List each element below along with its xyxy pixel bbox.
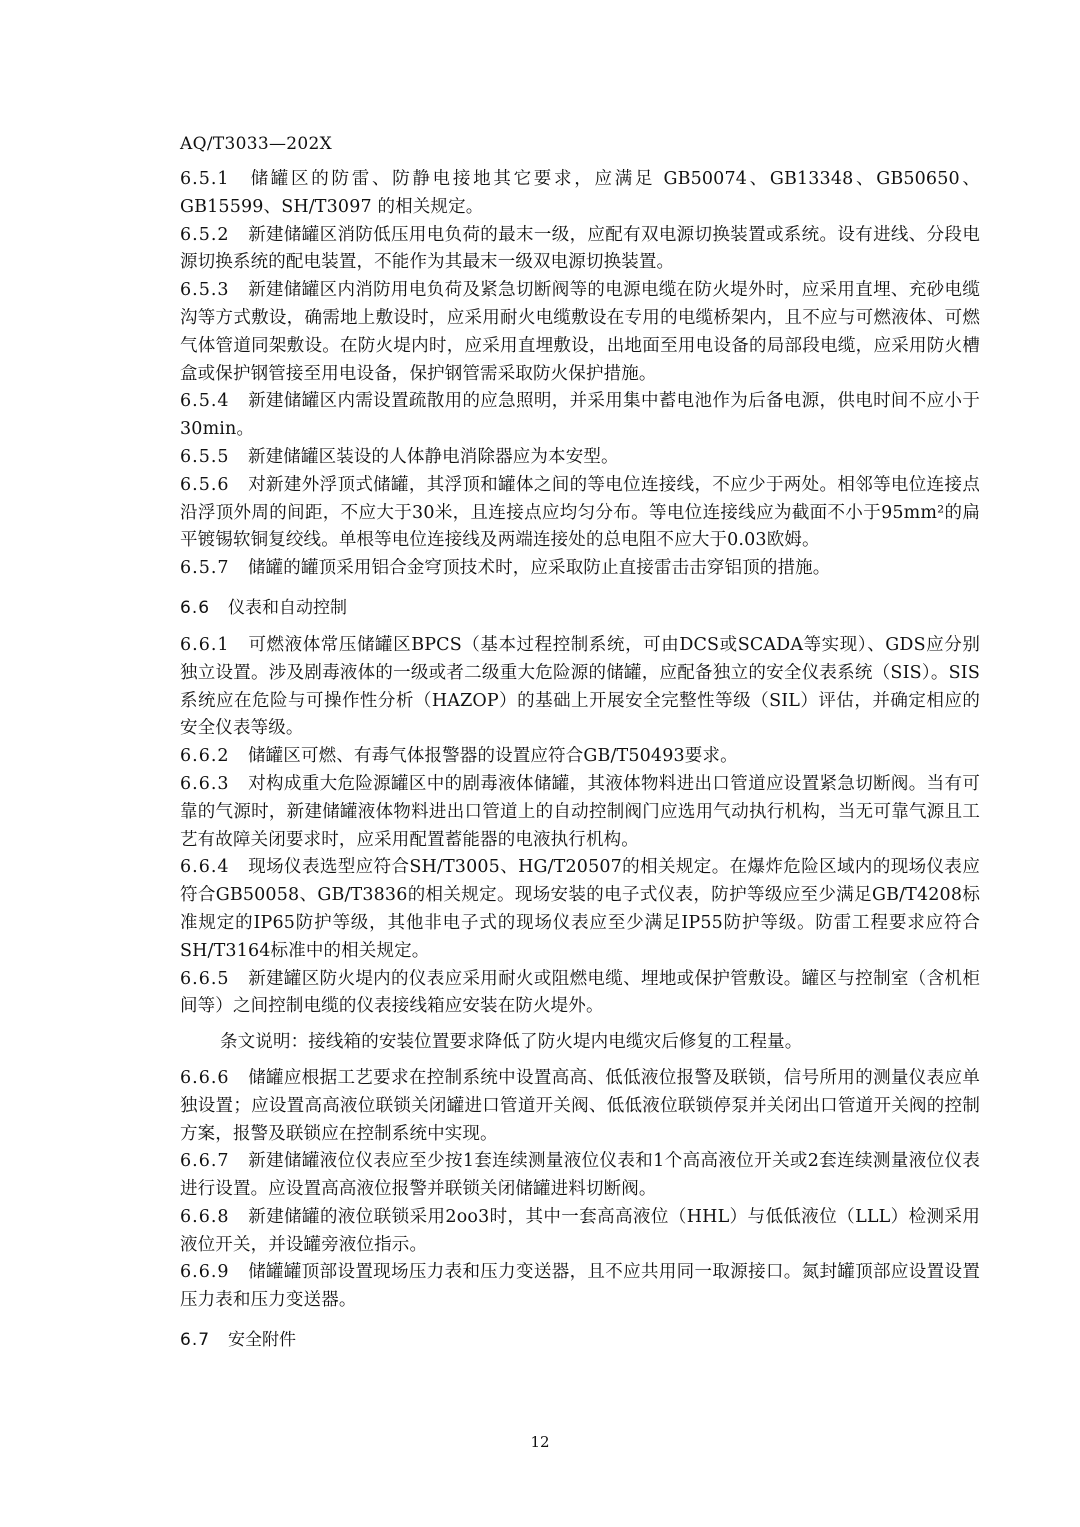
clause-number: 6.5.4: [180, 391, 230, 412]
clause-number: 6.5.5: [180, 446, 230, 467]
clause-number: 6.6.9: [180, 1262, 230, 1283]
clause-6-5-6: [180, 472, 980, 555]
clause-number: 6.5.3: [180, 280, 230, 301]
clause-text: 储罐应根据工艺要求在控制系统中设置高高、低低液位报警及联锁，信号所用的测量仪表应单独设置；应设置高高液位联锁关闭罐进口管道开关阀、低低液位联锁停泵并关闭出口管道开关阀的控制方案，报警及联锁应在控制系统中实现。: [180, 1067, 980, 1144]
document-code-header: AQ/T3033—202X: [180, 134, 332, 154]
clause-number: 6.5.1: [180, 169, 230, 189]
clause-number: 6.6.6: [180, 1067, 230, 1088]
clause-text: 储罐罐顶部设置现场压力表和压力变送器，且不应共用同一取源接口。氮封罐顶部应设置设置压力表和压力变送器。: [180, 1262, 980, 1311]
clause-text: 新建储罐区装设的人体静电消除器应为本安型。: [248, 446, 619, 467]
page-number: 12: [530, 1433, 550, 1451]
clause-text: 储罐的罐顶采用铝合金穹顶技术时，应采取防止直接雷击击穿铝顶的措施。: [248, 558, 831, 579]
section-heading-6-6: [180, 595, 980, 622]
clause-6-5-1: [180, 166, 980, 222]
clause-text: 对新建外浮顶式储罐，其浮顶和罐体之间的等电位连接线，不应少于两处。相邻等电位连接点沿浮顶外周的间距，不应大于30米，且连接点应均匀分布。等电位连接线应为截面不小于95mm²的扁平镀锡软铜复绞线。单根等电位连接线及两端连接处的总电阻不应大于0.03欧姆。: [180, 474, 980, 551]
clause-number: 6.6.7: [180, 1151, 230, 1172]
clause-text: 对构成重大危险源罐区中的剧毒液体储罐，其液体物料进出口管道应设置紧急切断阀。当有可靠的气源时，新建储罐液体物料进出口管道上的自动控制阀门应选用气动执行机构，当无可靠气源且工艺有故障关闭要求时，应采用配置蓄能器的电液执行机构。: [180, 773, 980, 850]
clause-6-6-4: [180, 854, 980, 965]
section-heading-6-7: [180, 1327, 980, 1354]
clause-number: 6.5.2: [180, 224, 230, 245]
clause-6-5-7: [180, 555, 980, 583]
clause-6-5-2: [180, 222, 980, 278]
clause-number: 6.6.8: [180, 1206, 230, 1227]
clause-6-6-9: [180, 1259, 980, 1315]
clause-6-6-6: [180, 1065, 980, 1148]
clause-text: 现场仪表选型应符合SH/T3005、HG/T20507的相关规定。在爆炸危险区域内的现场仪表应符合GB50058、GB/T3836的相关规定。现场安装的电子式仪表，防护等级应至少满足GB/T4208标准规定的IP65防护等级，其他非电子式的现场仪表应至少满足IP55防护等级。防雷工程要求应符合SH/T3164标准中的相关规定。: [180, 857, 980, 961]
clause-number: 6.5.7: [180, 558, 230, 579]
clause-number: 6.6.4: [180, 857, 230, 878]
clause-text: 储罐区的防雷、防静电接地其它要求，应满足 GB50074、GB13348、GB50650、GB15599、SH/T3097 的相关规定。: [180, 169, 980, 217]
section-title: 安全附件: [228, 1330, 296, 1351]
clause-text: 储罐区可燃、有毒气体报警器的设置应符合GB/T50493要求。: [248, 746, 738, 767]
section-number: 6.6: [180, 597, 211, 618]
section-number: 6.7: [180, 1330, 211, 1351]
clause-number: 6.6.3: [180, 773, 230, 794]
clause-text: 新建储罐区内需设置疏散用的应急照明，并采用集中蓄电池作为后备电源，供电时间不应小于30min。: [180, 391, 980, 440]
clause-text: 新建储罐区消防低压用电负荷的最末一级，应配有双电源切换装置或系统。设有进线、分段电源切换系统的配电装置，不能作为其最末一级双电源切换装置。: [180, 224, 980, 273]
clause-6-6-3: [180, 771, 980, 854]
clause-text: 新建储罐区内消防用电负荷及紧急切断阀等的电源电缆在防火堤外时，应采用直埋、充砂电缆沟等方式敷设，确需地上敷设时，应采用耐火电缆敷设在专用的电缆桥架内，且不应与可燃液体、可燃气体管道同架敷设。在防火堤内时，应采用直埋敷设，出地面至用电设备的局部段电缆，应采用防火槽盒或保护钢管接至用电设备，保护钢管需采取防火保护措施。: [180, 280, 980, 384]
clause-text: 新建储罐液位仪表应至少按1套连续测量液位仪表和1个高高液位开关或2套连续测量液位仪表进行设置。应设置高高液位报警并联锁关闭储罐进料切断阀。: [180, 1151, 980, 1200]
clause-6-6-7: [180, 1148, 980, 1204]
clause-number: 6.5.6: [180, 474, 230, 495]
clause-number: 6.6.2: [180, 746, 230, 767]
clause-6-5-5: [180, 444, 980, 472]
clause-6-6-1: [180, 632, 980, 743]
clause-6-6-5: [180, 966, 980, 1022]
clause-6-5-4: [180, 388, 980, 444]
clause-6-5-3: [180, 277, 980, 388]
clause-6-6-2: [180, 743, 980, 771]
clause-number: 6.6.5: [180, 968, 230, 989]
clause-6-6-8: [180, 1204, 980, 1260]
page-content: [180, 166, 980, 1364]
clause-text: 新建罐区防火堤内的仪表应采用耐火或阻燃电缆、埋地或保护管敷设。罐区与控制室（含机柜间等）之间控制电缆的仪表接线箱应安装在防火堤外。: [180, 968, 980, 1017]
clause-number: 6.6.1: [180, 634, 230, 655]
clause-explanation-note: 条文说明：接线箱的安装位置要求降低了防火堤内电缆灾后修复的工程量。: [220, 1032, 803, 1053]
clause-text: 新建储罐的液位联锁采用2oo3时，其中一套高高液位（HHL）与低低液位（LLL）检测采用液位开关，并设罐旁液位指示。: [180, 1206, 980, 1255]
clause-text: 可燃液体常压储罐区BPCS（基本过程控制系统，可由DCS或SCADA等实现）、GDS应分别独立设置。涉及剧毒液体的一级或者二级重大危险源的储罐，应配备独立的安全仪表系统（SIS）。SIS系统应在危险与可操作性分析（HAZOP）的基础上开展安全完整性等级（SIL）评估，并确定相应的安全仪表等级。: [180, 634, 980, 739]
section-title: 仪表和自动控制: [228, 597, 347, 618]
